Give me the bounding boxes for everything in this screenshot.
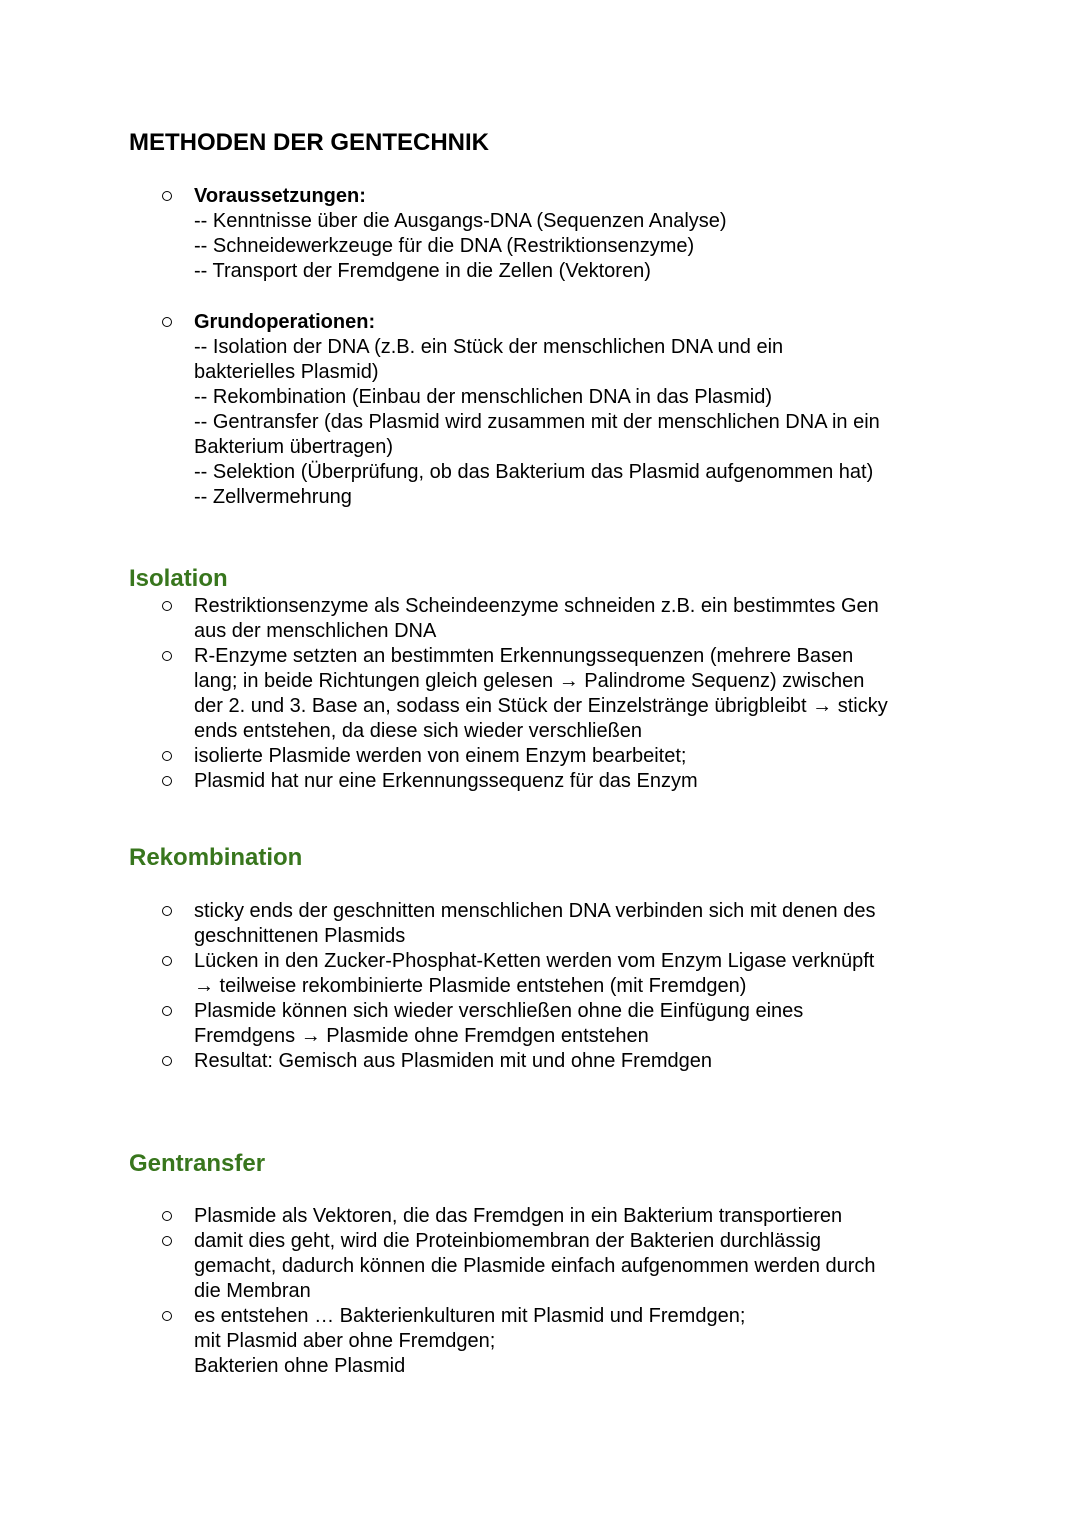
page-title: METHODEN DER GENTECHNIK [129,129,490,156]
section-heading-isolation: Isolation [129,565,228,592]
item-line: Plasmid hat nur eine Erkennungssequenz für das Enzym [194,770,698,792]
list-item [162,999,962,1049]
item-line: lang; in beide Richtungen gleich gelesen → Palindrome Sequenz) zwischen [194,670,865,692]
hollow-circle-bullet-icon [162,651,172,661]
list-item [162,949,962,999]
item-line: -- Zellvermehrung [194,486,352,508]
list-item [162,644,962,744]
gentransfer-list [162,1204,962,1379]
hollow-circle-bullet-icon [162,191,172,201]
section-heading-rekombination: Rekombination [129,844,303,871]
list-item-voraussetzungen [162,184,962,284]
item-line: ends entstehen, da diese sich wieder verschließen [194,720,643,742]
list-item [162,1304,962,1379]
list-item [162,1049,962,1074]
item-heading: Grundoperationen: [194,311,376,333]
item-line: -- Isolation der DNA (z.B. ein Stück der menschlichen DNA und ein [194,336,784,358]
section-heading-gentransfer: Gentransfer [129,1150,266,1177]
item-line: Restriktionsenzyme als Scheindeenzyme schneiden z.B. ein bestimmtes Gen [194,595,879,617]
list-item [162,769,962,794]
rekombination-list [162,899,962,1074]
list-item [162,1204,962,1229]
isolation-list [162,594,962,794]
item-line: -- Transport der Fremdgene in die Zellen (Vektoren) [194,260,651,282]
hollow-circle-bullet-icon [162,776,172,786]
item-line: sticky ends der geschnitten menschlichen DNA verbinden sich mit denen des [194,900,876,922]
item-line: Resultat: Gemisch aus Plasmiden mit und ohne Fremdgen [194,1050,713,1072]
item-line: gemacht, dadurch können die Plasmide einfach aufgenommen werden durch [194,1255,876,1277]
item-line: -- Selektion (Überprüfung, ob das Bakterium das Plasmid aufgenommen hat) [194,461,874,483]
list-item-grundoperationen [162,310,962,510]
list-item [162,744,962,769]
item-line: Plasmide können sich wieder verschließen ohne die Einfügung eines [194,1000,804,1022]
item-line: -- Schneidewerkzeuge für die DNA (Restriktionsenzyme) [194,235,695,257]
item-line: es entstehen … Bakterienkulturen mit Plasmid und Fremdgen; [194,1305,746,1327]
hollow-circle-bullet-icon [162,1006,172,1016]
item-heading: Voraussetzungen: [194,185,366,207]
item-line: -- Rekombination (Einbau der menschlichen DNA in das Plasmid) [194,386,773,408]
item-line: Fremdgens → Plasmide ohne Fremdgen entstehen [194,1025,649,1047]
item-line: der 2. und 3. Base an, sodass ein Stück der Einzelstränge übrigbleibt → sticky [194,695,888,717]
hollow-circle-bullet-icon [162,956,172,966]
item-line: R-Enzyme setzten an bestimmten Erkennungssequenzen (mehrere Basen [194,645,854,667]
item-line: -- Gentransfer (das Plasmid wird zusammen mit der menschlichen DNA in ein [194,411,880,433]
item-line: Bakterium übertragen) [194,436,393,458]
hollow-circle-bullet-icon [162,601,172,611]
hollow-circle-bullet-icon [162,1311,172,1321]
hollow-circle-bullet-icon [162,906,172,916]
list-item [162,1229,962,1304]
list-item [162,899,962,949]
hollow-circle-bullet-icon [162,751,172,761]
list-item [162,594,962,644]
item-line: Lücken in den Zucker-Phosphat-Ketten werden vom Enzym Ligase verknüpft [194,950,875,972]
intro-list [162,310,962,510]
hollow-circle-bullet-icon [162,1236,172,1246]
item-line: damit dies geht, wird die Proteinbiomembran der Bakterien durchlässig [194,1230,821,1252]
hollow-circle-bullet-icon [162,1056,172,1066]
item-line: bakterielles Plasmid) [194,361,379,383]
item-line: isolierte Plasmide werden von einem Enzym bearbeitet; [194,745,687,767]
hollow-circle-bullet-icon [162,1211,172,1221]
item-line: → teilweise rekombinierte Plasmide entstehen (mit Fremdgen) [194,975,747,997]
item-line: aus der menschlichen DNA [194,620,437,642]
item-line: Plasmide als Vektoren, die das Fremdgen in ein Bakterium transportieren [194,1205,843,1227]
item-line: Bakterien ohne Plasmid [194,1355,406,1377]
item-line: geschnittenen Plasmids [194,925,406,947]
item-line: mit Plasmid aber ohne Fremdgen; [194,1330,496,1352]
item-line: die Membran [194,1280,311,1302]
intro-list [162,184,962,284]
item-line: -- Kenntnisse über die Ausgangs-DNA (Sequenzen Analyse) [194,210,727,232]
hollow-circle-bullet-icon [162,317,172,327]
